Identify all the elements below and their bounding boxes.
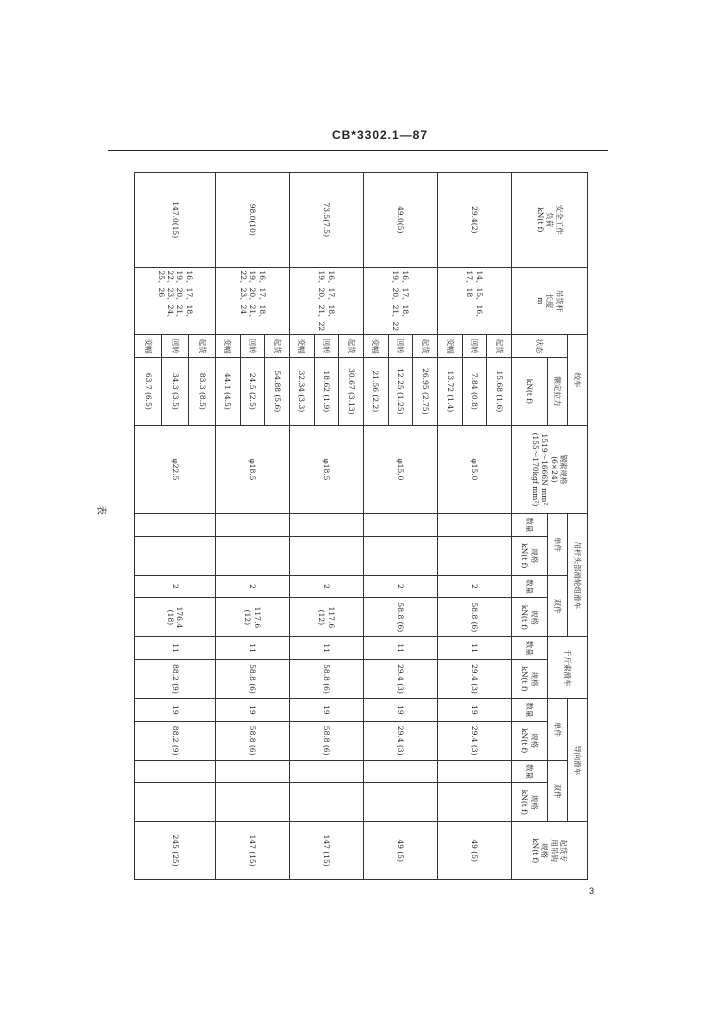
winch-state-cell: 变幅 — [135, 335, 162, 358]
boom-label-1: 吊货杆 — [554, 289, 564, 313]
safe-load-cell: 98.0(10) — [215, 173, 289, 268]
head-single-spec-cell — [437, 536, 511, 575]
guide-single-qty-header: 数量 — [512, 699, 548, 722]
hook-label-3: 规格 — [540, 843, 550, 859]
rope-spec-cell: φ18.5 — [215, 425, 289, 513]
hook-spec-cell: 245 (25) — [135, 822, 216, 880]
guide-double-spec-unit: kN(t f) — [520, 789, 530, 815]
guide-single-qty-cell: 19 — [215, 699, 289, 722]
rope-spec-cell: φ15.0 — [437, 425, 511, 513]
winch-state-cell: 回转 — [388, 335, 413, 358]
guide-single-qty-cell: 19 — [289, 699, 363, 722]
head-double-spec-header — [512, 598, 548, 637]
winch-rated-cell: 63.7 (6.5) — [135, 357, 162, 425]
guide-double-qty-cell — [289, 760, 363, 783]
head-single-spec-header — [512, 536, 548, 575]
safe-load-cell: 147.0(15) — [135, 173, 216, 268]
boom-label-2: 长度 — [545, 293, 555, 309]
head-double-spec-unit: kN(t f) — [520, 604, 530, 630]
guide-single-spec-cell: 88.2 (9) — [135, 721, 216, 760]
jack-qty-cell: 11 — [135, 637, 216, 660]
col-header-winch-unit: kN(t f) — [512, 357, 548, 425]
hook-label-2: 用吊钩 — [549, 839, 559, 862]
guide-single-spec-cell: 58.8 (6) — [215, 721, 289, 760]
winch-rated-cell: 15.68 (1.6) — [487, 357, 512, 425]
guide-double-spec-header — [512, 783, 548, 822]
safe-load-cell: 49.0(5) — [363, 173, 437, 268]
head-single-spec-cell — [215, 536, 289, 575]
winch-rated-cell: 83.3 (8.5) — [189, 357, 216, 425]
guide-single-spec-header — [512, 721, 548, 760]
guide-single-spec-cell: 58.8 (6) — [289, 721, 363, 760]
head-single-qty-cell — [215, 514, 289, 537]
head-single-spec-cell — [289, 536, 363, 575]
rope-spec-cell: φ15.0 — [363, 425, 437, 513]
hook-spec-cell: 49 (5) — [363, 822, 437, 880]
head-double-qty-cell: 2 — [289, 575, 363, 598]
head-single-qty-header: 数量 — [512, 514, 548, 537]
jack-spec-label: 规格 — [529, 671, 539, 687]
jack-spec-cell: 29.4 (3) — [437, 660, 511, 699]
col-header-safe-load — [512, 173, 588, 268]
guide-single-spec-label: 规格 — [529, 733, 539, 749]
head-double-spec-cell: 58.8 (6) — [437, 598, 511, 637]
guide-single-qty-cell: 19 — [363, 699, 437, 722]
head-double-spec-cell: 176.4 (18) — [135, 598, 216, 637]
rope-spec-cell: φ18.5 — [289, 425, 363, 513]
winch-rated-cell: 30.67 (3.13) — [339, 357, 364, 425]
guide-double-spec-cell — [135, 783, 216, 822]
guide-double-qty-cell — [215, 760, 289, 783]
head-double-qty-cell: 2 — [437, 575, 511, 598]
winch-state-cell: 回转 — [314, 335, 339, 358]
guide-double-spec-cell — [289, 783, 363, 822]
table-row — [265, 173, 290, 880]
head-single-spec-label: 规格 — [529, 548, 539, 564]
safe-load-label-3: kN(t f) — [535, 207, 545, 233]
winch-state-cell: 回转 — [462, 335, 487, 358]
hook-label-4: kN(t f) — [531, 838, 541, 864]
winch-rated-cell: 12.25 (1.25) — [388, 357, 413, 425]
col-header-winch: 绞车 — [568, 335, 588, 425]
safe-load-cell: 29.4(2) — [437, 173, 511, 268]
winch-state-cell: 变幅 — [289, 335, 314, 358]
safe-load-label-1: 安全工作 — [554, 204, 564, 235]
guide-double-qty-cell — [437, 760, 511, 783]
guide-double-spec-cell — [363, 783, 437, 822]
rotated-table-wrapper — [134, 172, 588, 880]
head-double-spec-cell: 117.6 (12) — [289, 598, 363, 637]
guide-single-qty-cell: 19 — [135, 699, 216, 722]
guide-double-qty-header: 数量 — [512, 760, 548, 783]
winch-state-cell: 回转 — [240, 335, 265, 358]
document-code-header: CB*3302.1—87 — [331, 128, 429, 142]
boom-length-cell: 14、15、16、17、18 — [437, 267, 511, 335]
guide-double-spec-cell — [437, 783, 511, 822]
head-double-spec-cell: 58.8 (6) — [363, 598, 437, 637]
head-double-qty-cell: 2 — [363, 575, 437, 598]
winch-rated-cell: 26.95 (2.75) — [413, 357, 438, 425]
winch-rated-cell: 44.1 (4.5) — [215, 357, 240, 425]
hook-spec-cell: 147 (15) — [289, 822, 363, 880]
header-rule — [108, 150, 608, 151]
winch-state-cell: 起货 — [189, 335, 216, 358]
col-header-boom — [512, 267, 588, 335]
winch-state-cell: 起货 — [339, 335, 364, 358]
col-header-winch-rated: 额定拉力 — [548, 357, 568, 425]
winch-rated-cell: 54.88 (5.6) — [265, 357, 290, 425]
head-single-qty-cell — [135, 514, 216, 537]
safe-load-cell: 73.5(7.5) — [289, 173, 363, 268]
head-double-spec-cell: 117.6 (12) — [215, 598, 289, 637]
guide-double-spec-cell — [215, 783, 289, 822]
head-double-qty-cell: 2 — [215, 575, 289, 598]
hook-spec-cell: 49 (5) — [437, 822, 511, 880]
boom-label-3: m — [535, 297, 545, 305]
winch-state-cell: 变幅 — [215, 335, 240, 358]
winch-rated-cell: 34.3 (3.5) — [162, 357, 189, 425]
jack-qty-cell: 11 — [363, 637, 437, 660]
hook-spec-cell: 147 (15) — [215, 822, 289, 880]
head-double-qty-cell: 2 — [135, 575, 216, 598]
hook-label-1: 起货专 — [559, 839, 569, 862]
rope-label-1: 钢索规格 — [559, 454, 569, 485]
head-single-spec-unit: kN(t f) — [520, 543, 530, 569]
table-label: 表 — [95, 505, 106, 515]
winch-rated-cell: 24.5 (2.5) — [240, 357, 265, 425]
jack-qty-cell: 11 — [289, 637, 363, 660]
guide-single-spec-cell: 29.4 (3) — [363, 721, 437, 760]
col-header-jack-blocks: 千斤索滑车 — [548, 637, 588, 699]
jack-qty-header: 数量 — [512, 637, 548, 660]
col-header-head-single: 单件 — [548, 514, 568, 576]
head-double-qty-header: 数量 — [512, 575, 548, 598]
winch-state-cell: 起货 — [413, 335, 438, 358]
jack-spec-cell: 88.2 (9) — [135, 660, 216, 699]
head-single-spec-cell — [135, 536, 216, 575]
winch-rated-cell: 18.62 (1.9) — [314, 357, 339, 425]
head-single-qty-cell — [289, 514, 363, 537]
rope-label-4: (155～170kgf mm²) — [531, 432, 541, 507]
col-header-winch-state: 状态 — [512, 335, 568, 358]
guide-double-qty-cell — [363, 760, 437, 783]
boom-length-cell: 16、17、18、19、20、21、22、23、24、25、26 — [135, 267, 216, 335]
winch-state-cell: 变幅 — [437, 335, 462, 358]
col-header-guide-double: 双件 — [548, 760, 568, 822]
jack-spec-cell: 58.8 (6) — [215, 660, 289, 699]
boom-length-cell: 16、17、18、19、20、21、22 — [289, 267, 363, 335]
guide-double-spec-label: 规格 — [529, 794, 539, 810]
head-single-qty-cell — [363, 514, 437, 537]
col-header-head-double: 双件 — [548, 575, 568, 637]
guide-single-spec-cell: 29.4 (3) — [437, 721, 511, 760]
rope-label-2: (6×24) — [549, 456, 559, 483]
table-body — [135, 173, 512, 880]
table-row — [413, 173, 438, 880]
winch-rated-cell: 32.34 (3.3) — [289, 357, 314, 425]
page-number: 3 — [589, 886, 595, 896]
winch-rated-cell: 13.72 (1.4) — [437, 357, 462, 425]
rope-label-3: 1519～1666N mm² — [540, 433, 550, 506]
jack-spec-unit: kN(t f) — [520, 666, 530, 692]
col-header-guide-blocks: 导向滑车 — [568, 699, 588, 822]
guide-double-qty-cell — [135, 760, 216, 783]
specification-table — [134, 172, 588, 880]
boom-length-cell: 16、17、18、19、20、21、22 — [363, 267, 437, 335]
table-row — [487, 173, 512, 880]
head-single-spec-cell — [363, 536, 437, 575]
winch-state-cell: 起货 — [265, 335, 290, 358]
safe-load-label-2: 负荷 — [545, 212, 555, 228]
col-header-guide-single: 单件 — [548, 699, 568, 761]
guide-single-spec-unit: kN(t f) — [520, 728, 530, 754]
rope-spec-cell: φ22.5 — [135, 425, 216, 513]
winch-rated-cell: 21.56 (2.2) — [363, 357, 388, 425]
col-header-hook — [512, 822, 588, 880]
head-single-qty-cell — [437, 514, 511, 537]
col-header-rope — [512, 425, 588, 513]
jack-spec-header — [512, 660, 548, 699]
jack-spec-cell: 58.8 (6) — [289, 660, 363, 699]
winch-state-cell: 起货 — [487, 335, 512, 358]
guide-single-qty-cell: 19 — [437, 699, 511, 722]
winch-rated-cell: 7.84 (0.8) — [462, 357, 487, 425]
jack-spec-cell: 29.4 (3) — [363, 660, 437, 699]
boom-length-cell: 16、17、18、19、20、21、22、23、24 — [215, 267, 289, 335]
head-double-spec-label: 规格 — [529, 609, 539, 625]
jack-qty-cell: 11 — [437, 637, 511, 660]
winch-state-cell: 变幅 — [363, 335, 388, 358]
winch-state-cell: 回转 — [162, 335, 189, 358]
table-row — [339, 173, 364, 880]
table-row — [189, 173, 216, 880]
col-header-head-blocks: 吊杆头部滑轮组滑车 — [568, 514, 588, 637]
jack-qty-cell: 11 — [215, 637, 289, 660]
